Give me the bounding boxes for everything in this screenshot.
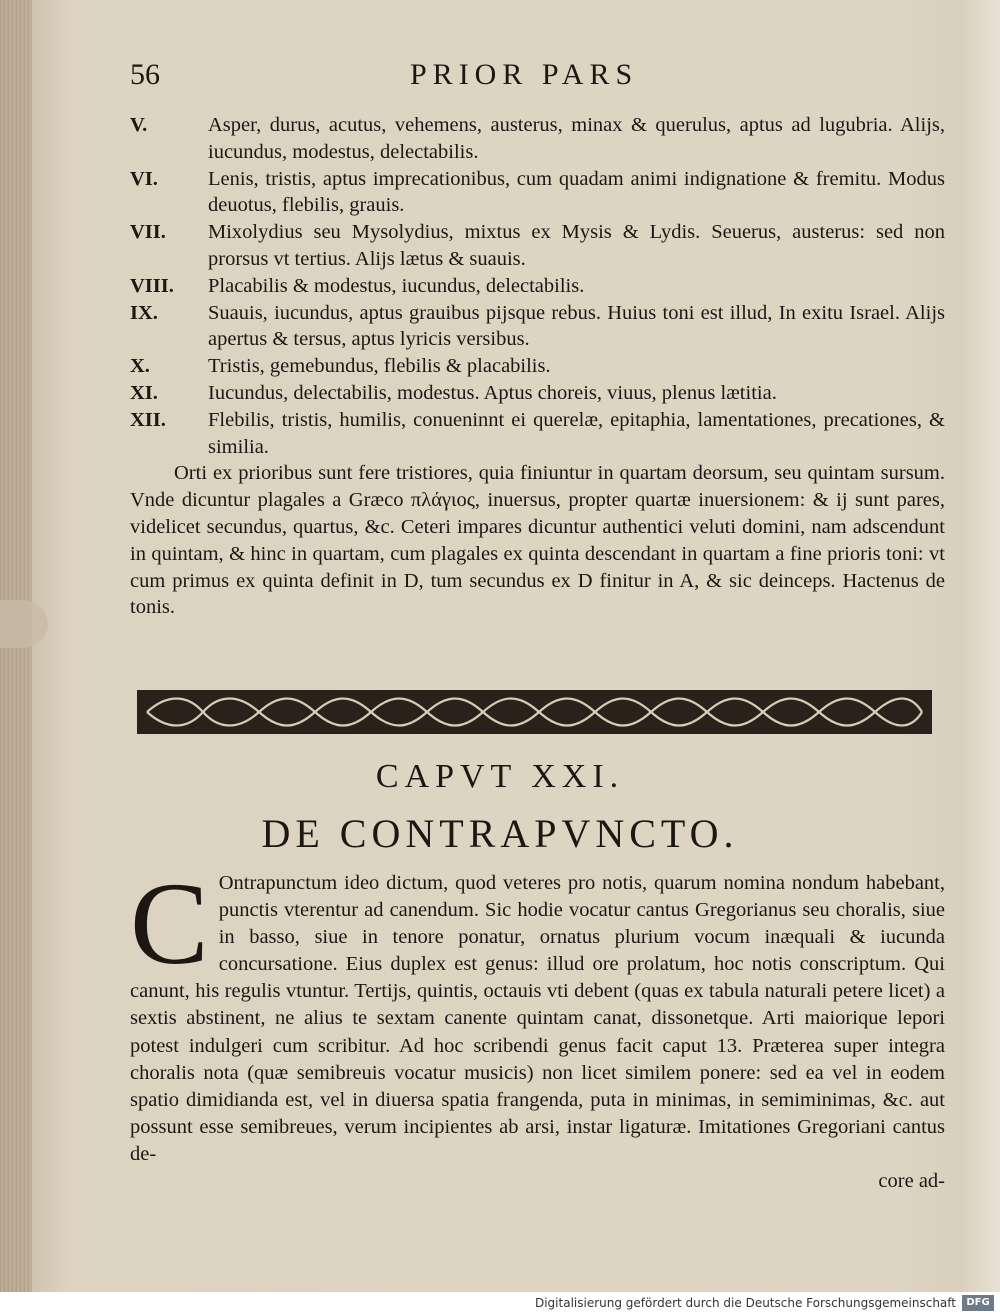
decorative-ornament-band (137, 690, 932, 734)
chapter-text: Ontrapunctum ideo dictum, quod veteres pro notis, quarum nomina nondum habebant, punctis vterentur ad canendum. Sic hodie vocatur cantus Gregorianus seu choralis, siue in basso, siue in tenore ponatur, ornatus plurium vocum inæquali & iucunda concursatione. Eius duplex est genus: illud ore prolatum, hoc notis conscriptum. Qui canunt, his regulis vtuntur. Tertijs, quintis, octauis vti debent (quas ex tabula naturali petere licet) a sextis abstinent, ne alius te sextam canente quintam canat, dissonetque. Arti maiorique lepori potest indulgeri cum scribitur. Ad hoc scribendi genus facit caput 13. Præterea super integra choralis nota (quæ semibreuis vocatur musicis) non licet similem ponere: sed ea vel in eodem spatio dimidianda est, vel in diuersa spatia frangenda, puta in minimas, in semiminimas, &c. aut possunt esse semibreues, verum incipientes ab arsi, instar ligaturæ. Imitationes Gregoriani cantus de- (130, 872, 945, 1165)
dfg-logo: DFG (962, 1295, 994, 1311)
mode-description: Iucundus, delectabilis, modestus. Aptus choreis, viuus, plenus lætitia. (208, 381, 777, 404)
page-tab (0, 600, 48, 648)
mode-description: Tristis, gemebundus, flebilis & placabilis. (208, 355, 551, 378)
mode-description: Asper, durus, acutus, vehemens, austerus, minax & querulus, aptus ad lugubria. Alijs, iucundus, modestus, delectabilis. (208, 114, 945, 163)
book-spine-edge (0, 0, 32, 1315)
mode-number: IX. (130, 301, 158, 324)
running-header (130, 58, 930, 98)
chapter-number: CAPVT XXI. (375, 758, 625, 795)
modes-list (130, 112, 945, 621)
mode-number: VIII. (130, 274, 174, 297)
mode-description: Lenis, tristis, aptus imprecationibus, cum quadam animi indignatione & fremitu. Modus deuotus, flebilis, grauis. (208, 167, 945, 217)
mode-item (130, 407, 945, 461)
mode-number: VI. (130, 167, 158, 190)
mode-number: X. (130, 355, 150, 378)
drop-cap: C (130, 858, 209, 989)
mode-item (130, 273, 945, 300)
mode-item (130, 300, 945, 354)
mode-item (130, 380, 945, 407)
mode-item (130, 219, 945, 273)
mode-number: XI. (130, 381, 158, 404)
catchword: core ad- (878, 1170, 945, 1193)
mode-description: Suauis, iucundus, aptus grauibus pijsque rebus. Huius toni est illud, In exitu Israel. Alijs apertus & tersus, aptus lyricis versibus. (208, 301, 945, 351)
mode-item (130, 353, 945, 380)
digitization-footer (0, 1292, 1000, 1315)
mode-description: Flebilis, tristis, humilis, conueninnt ei querelæ, epitaphia, lamentationes, precationes, & similia. (208, 408, 945, 458)
page-number: 56 (130, 58, 160, 91)
paragraph-tones: Orti ex prioribus sunt fere tristiores, quia finiuntur in quartam deorsum, seu quintam sursum. Vnde dicuntur plagales a Græco πλάγιος, inuersus, propter quartæ inuersionem: & ij sunt pares, videlicet secundus, quartus, &c. Ceteri impares dicuntur authentici veluti domini, nam adscendunt in quintam, & hinc in quartam, cum plagales ex quinta descendant in quartam a fine prioris toni: vt cum primus ex quinta definit in D, tum secundus ex D finitur in A, & sic deinceps. Hactenus de tonis. (130, 462, 945, 619)
mode-number: XII. (130, 408, 166, 431)
chapter-title: DE CONTRAPVNCTO. (261, 811, 739, 856)
footer-text: Digitalisierung gefördert durch die Deutsche Forschungsgemeinschaft (534, 1296, 956, 1310)
mode-description: Mixolydius seu Mysolydius, mixtus ex Mysis & Lydis. Seuerus, austerus: sed non prorsus vt tertius. Alijs lætus & suauis. (208, 221, 945, 270)
mode-item (130, 166, 945, 220)
mode-number: V. (130, 114, 148, 136)
mode-item (130, 112, 945, 166)
chapter-body (130, 858, 945, 1195)
running-title: PRIOR PARS (410, 58, 639, 91)
mode-description: Placabilis & modestus, iucundus, delectabilis. (208, 274, 585, 297)
mode-number: VII. (130, 221, 166, 244)
